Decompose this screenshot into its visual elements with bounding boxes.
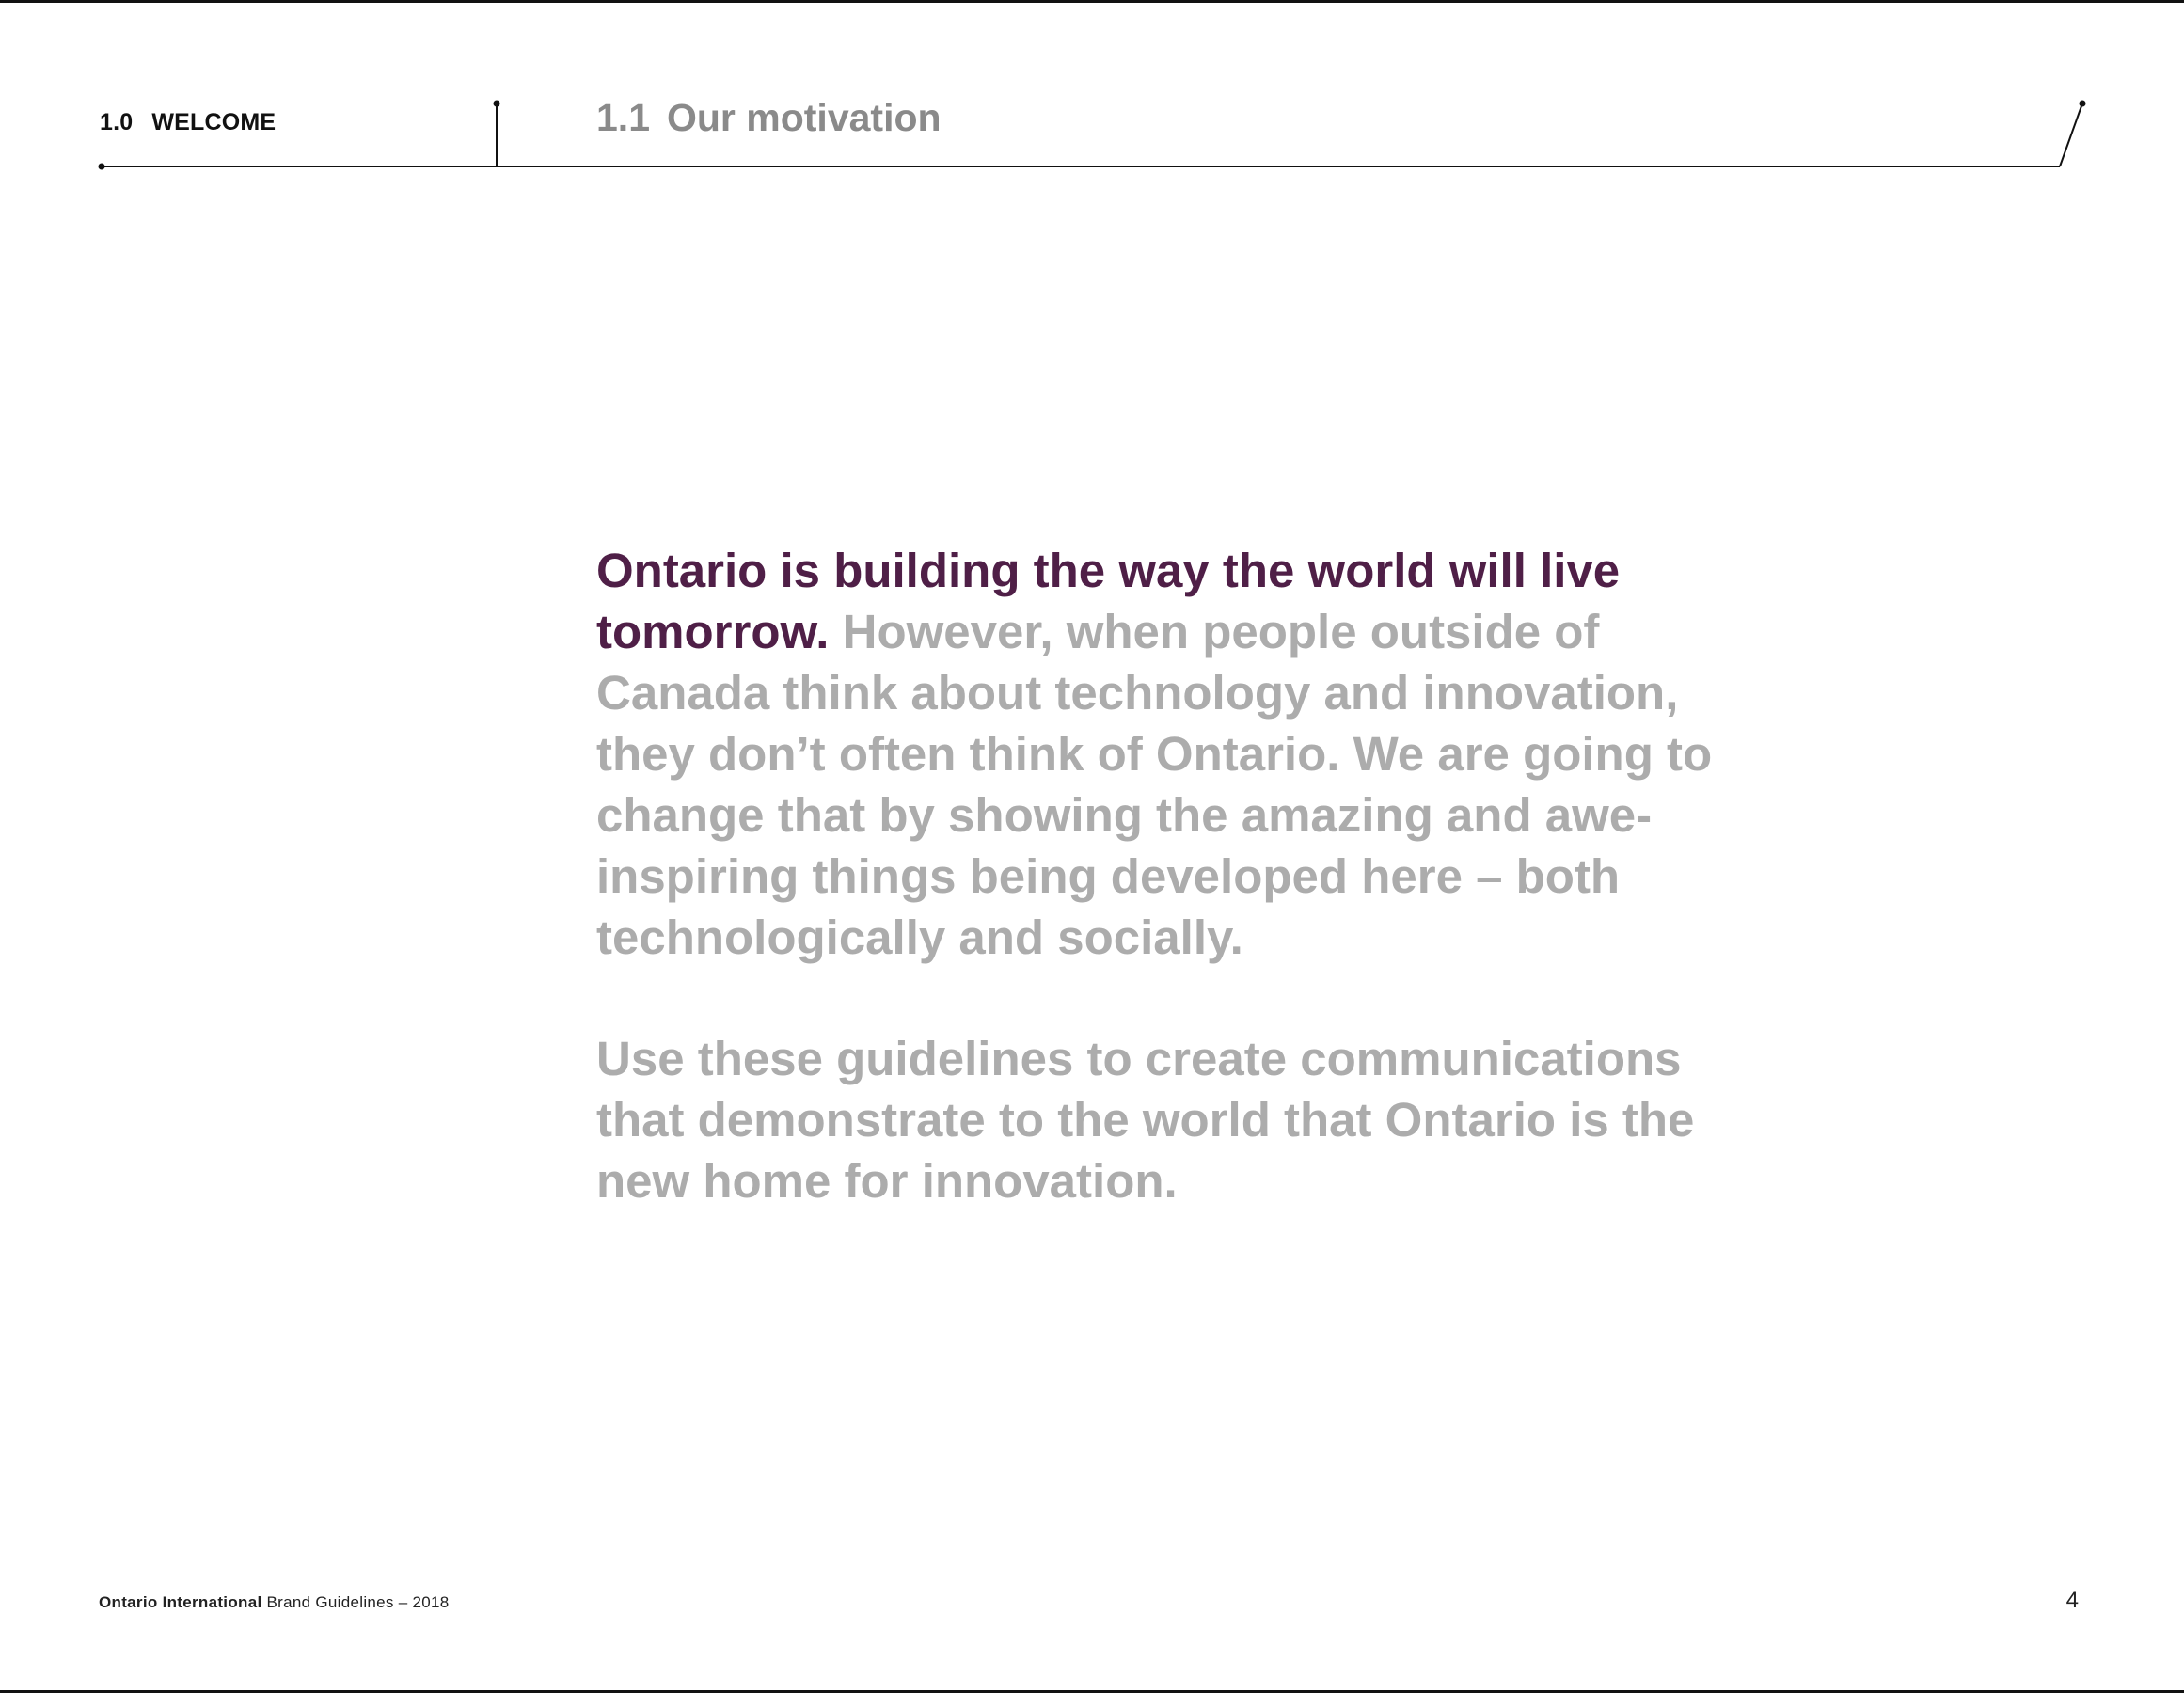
header-end-dot	[2080, 101, 2086, 107]
header-end-slant-rule	[2060, 103, 2082, 166]
page-title-text: Our motivation	[667, 96, 942, 139]
body-copy	[596, 540, 1725, 1211]
footer-subtitle: Brand Guidelines – 2018	[266, 1593, 450, 1611]
section-number: 1.0	[100, 109, 134, 135]
section-label	[100, 109, 276, 136]
header-rule-left-dot	[99, 164, 105, 170]
footer-brand: Ontario International	[99, 1593, 262, 1611]
body-paragraph-2: Use these guidelines to create communications that demonstrate to the world that Ontario is the new home for innovation.	[596, 1032, 1695, 1208]
section-title: WELCOME	[151, 109, 277, 135]
page-number: 4	[2065, 1588, 2079, 1613]
body-paragraph-1-rest: However, when people outside of Canada think about technology and innovation, they don’t often think of Ontario. We are going to change that by showing the amazing and awe-inspiring things being developed here – both technologically and socially.	[596, 605, 1713, 964]
header-rule-lines	[0, 0, 2184, 188]
footer-credit	[99, 1593, 450, 1612]
page-title	[596, 96, 942, 140]
body-paragraph-1	[596, 540, 1725, 968]
lead-statement: Ontario is building the way the world will live tomorrow.	[596, 544, 1621, 658]
header-divider-dot	[494, 101, 500, 107]
page-title-number: 1.1	[596, 96, 650, 139]
